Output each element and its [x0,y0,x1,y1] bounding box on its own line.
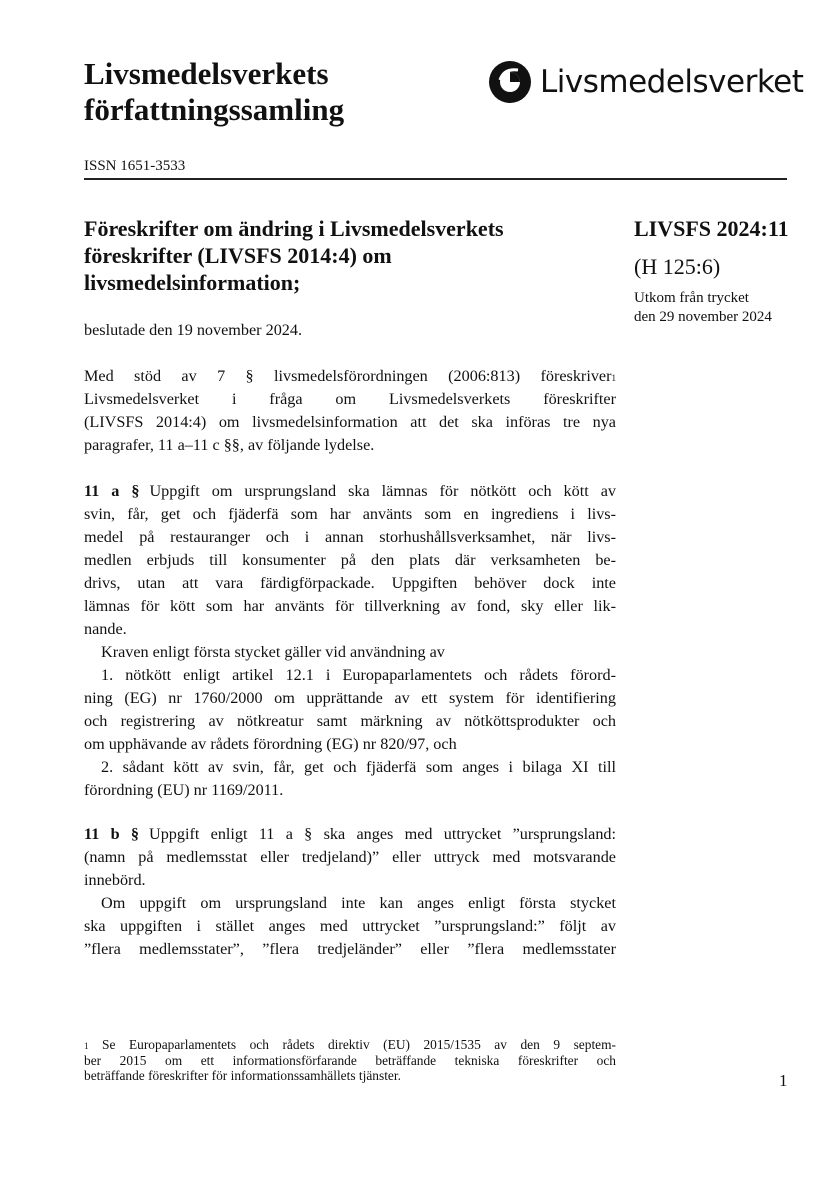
logo-text: Livsmedelsverket [540,64,804,100]
sfs-code: (H 125:6) [634,254,721,279]
title-line3: livsmedelsinformation; [84,270,301,295]
title-line1: Föreskrifter om ändring i Livsmedelsverkets [84,216,504,241]
regulation-title [84,215,604,296]
section-text: (namn på medlemsstat eller tredjeland)” eller uttryck med motsvarande [84,848,616,866]
page-number: 1 [779,1071,788,1090]
section-label: 11 a § [84,482,140,500]
section-text: lämnas för kött som har använts för tillverkning av fond, sky eller lik- [84,597,616,615]
section-text: ”flera medlemsstater”, ”flera tredjeländer” eller ”flera medlemsstater [84,940,616,958]
section-text: Om uppgift om ursprungsland inte kan anges enligt första stycket [101,894,616,912]
title-line2: föreskrifter (LIVSFS 2014:4) om [84,243,392,268]
publication-date [634,289,772,327]
issn: ISSN 1651-3533 [84,158,186,174]
section-label: 11 b § [84,825,139,843]
section-11b [84,823,616,961]
section-11a [84,480,616,802]
list-item: 1. nötkött enligt artikel 12.1 i Europaparlamentets och rådets förord- [101,666,616,684]
footnote-text: beträffande föreskrifter för informationssamhällets tjänster. [84,1068,401,1083]
sfs-number: LIVSFS 2024:11 [634,216,789,241]
section-text: Uppgift enligt 11 a § ska anges med uttrycket ”ursprungsland: [149,825,617,843]
section-text: innebörd. [84,871,146,889]
decision-date: beslutade den 19 november 2024. [84,321,303,339]
livsmedelsverket-logo [488,58,804,108]
section-text: medlen erbjuds till konsumenter på den plats där verksamheten be- [84,551,616,569]
section-text: drivs, utan att vara färdigförpackade. Uppgiften behöver dock inte [84,574,616,592]
section-text: medel på restauranger och i annan storhushållsverksamhet, när livs- [84,528,616,546]
section-text: om upphävande av rådets förordning (EG) nr 820/97, och [84,735,457,753]
section-text: och registrering av nötkreatur samt märkning av nötköttsprodukter och [84,712,616,730]
footnote-text: ber 2015 om ett informationsförfarande beträffande tekniska föreskrifter och [84,1052,616,1068]
intro-line2: Livsmedelsverket i fråga om Livsmedelsverkets föreskrifter [84,390,616,408]
footnote [84,1037,616,1084]
header-divider [84,178,787,180]
section-text: ning (EG) nr 1760/2000 om upprättande av ett system för identifiering [84,689,616,707]
intro-line1: Med stöd av 7 § livsmedelsförordningen (2006:813) föreskriver [84,367,612,385]
intro-paragraph [84,365,616,457]
section-text: Kraven enligt första stycket gäller vid användning av [101,643,445,661]
published-line2: den 29 november 2024 [634,309,772,325]
footnote-ref: 1 [611,373,616,383]
intro-line4: paragrafer, 11 a–11 c §§, av följande lydelse. [84,436,375,454]
footnote-text: Se Europaparlamentets och rådets direktiv (EU) 2015/1535 av den 9 septem- [102,1037,616,1052]
published-line1: Utkom från trycket [634,290,749,306]
intro-line3: (LIVSFS 2014:4) om livsmedelsinformation att det ska införas tre nya [84,413,616,431]
section-text: nande. [84,620,127,638]
series-title-line1: Livsmedelsverkets [84,56,329,91]
section-text: förordning (EU) nr 1169/2011. [84,781,284,799]
series-title-line2: författningssamling [84,92,345,127]
logo-mark-icon [488,60,532,104]
series-title [84,56,344,128]
section-text: svin, får, get och fjäderfä som har använts som en ingrediens i livs- [84,505,616,523]
list-item: 2. sådant kött av svin, får, get och fjäderfä som anges i bilaga XI till [101,758,616,776]
section-text: Uppgift om ursprungsland ska lämnas för nötkött och kött av [149,482,616,500]
section-text: ska uppgiften i stället anges med uttrycket ”ursprungsland:” följt av [84,917,616,935]
footnote-mark: 1 [84,1041,89,1051]
